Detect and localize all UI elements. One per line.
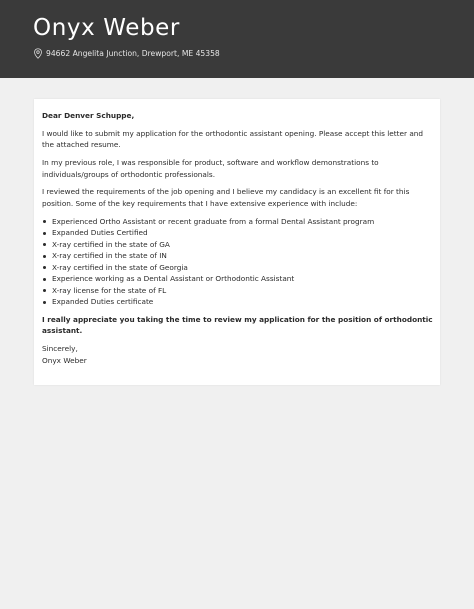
letter-body bbox=[42, 110, 435, 366]
list-item: Experience working as a Dental Assistant or Orthodontic Assistant bbox=[42, 273, 435, 285]
list-item: X-ray certified in the state of Georgia bbox=[42, 262, 435, 274]
paragraph-requirements: I reviewed the requirements of the job opening and I believe my candidacy is an excellent fit for this position. Some of the key requirements that I have extensive experience with include: bbox=[42, 187, 410, 208]
sign-off-block bbox=[42, 343, 435, 366]
map-pin-icon bbox=[33, 48, 43, 59]
letter-card bbox=[34, 99, 440, 385]
paragraph-previous-role: In my previous role, I was responsible for product, software and workflow demonstrations to individuals/groups of orthodontic professionals. bbox=[42, 158, 379, 179]
address-text: 94662 Angelita Junction, Drewport, ME 45358 bbox=[46, 49, 220, 58]
list-item: X-ray license for the state of FL bbox=[42, 285, 435, 297]
salutation: Dear Denver Schuppe, bbox=[42, 111, 135, 120]
paragraph-intro: I would like to submit my application for the orthodontic assistant opening. Please accept this letter and the attached resume. bbox=[42, 128, 424, 150]
list-item: X-ray certified in the state of GA bbox=[42, 239, 435, 251]
list-item: Expanded Duties Certified bbox=[42, 227, 435, 239]
sign-off: Sincerely, bbox=[42, 344, 78, 354]
list-item: Expanded Duties certificate bbox=[42, 296, 435, 308]
address-line bbox=[33, 48, 220, 59]
list-item: X-ray certified in the state of IN bbox=[42, 250, 435, 262]
closing-statement: I really appreciate you taking the time to review my application for the position of orthodontic assistant. bbox=[42, 314, 433, 336]
signature: Onyx Weber bbox=[42, 355, 87, 365]
header-bar bbox=[0, 0, 474, 78]
requirements-list bbox=[42, 216, 435, 308]
list-item: Experienced Ortho Assistant or recent graduate from a formal Dental Assistant program bbox=[42, 216, 435, 228]
applicant-name: Onyx Weber bbox=[33, 15, 180, 41]
